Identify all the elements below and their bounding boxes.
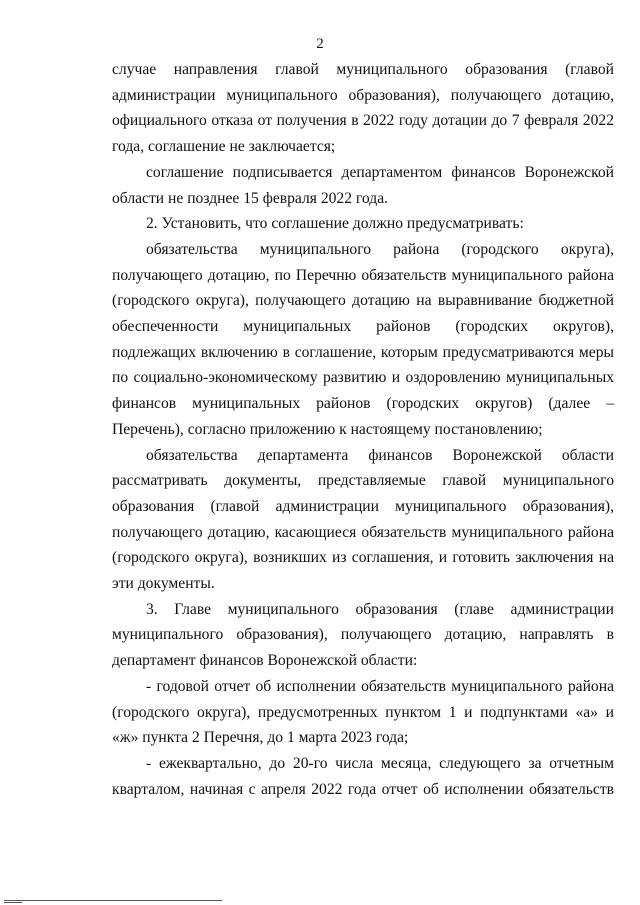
scan-edge-mark (4, 902, 22, 903)
paragraph-finance-department-obligations: обязательства департамента финансов Воронежской области рассматривать документы, представляемые главой муниципального образования (главой администрации муниципального образования), получающего дотацию, касающиеся обязательств муниципального района (городского округа), возникших из соглашения, и готовить заключения на эти документы. (112, 446, 614, 593)
paragraph-signing-deadline: соглашение подписывается департаментом финансов Воронежской области не позднее 15 февраля 2022 года. (112, 163, 614, 207)
scan-edge-line (4, 900, 222, 901)
list-item-quarterly-report: - ежеквартально, до 20-го числа месяца, следующего за отчетным кварталом, начиная с апреля 2022 года отчет об исполнении обязательств (112, 754, 614, 798)
paragraph-item-2-heading: 2. Установить, что соглашение должно предусматривать: (146, 215, 524, 233)
document-body (112, 57, 614, 802)
paragraph-item-3-reporting: 3. Главе муниципального образования (главе администрации муниципального образования), получающего дотацию, направлять в департамент финансов Воронежской области: (112, 600, 614, 670)
paragraph-refusal-case: случае направления главой муниципального образования (главой администрации муниципального образования), получающего дотацию, официального отказа от получения в 2022 году дотации до 7 февраля 2022 года, соглашение не заключается; (112, 61, 614, 156)
paragraph-district-obligations: обязательства муниципального района (городского округа), получающего дотацию, по Перечню обязательств муниципального района (городского округа), получающего дотацию на выравнивание бюджетной обеспеченности муниципальных районов (городских округов), подлежащих включению в соглашение, которым предусматриваются меры по социально-экономическому развитию и оздоровлению муниципальных финансов муниципальных районов (городских округов) (далее – Перечень), согласно приложению к настоящему постановлению; (112, 240, 614, 438)
list-item-annual-report: - годовой отчет об исполнении обязательств муниципального района (городского округа), предусмотренных пунктом 1 и подпунктами «а» и «ж» пункта 2 Перечня, до 1 марта 2023 года; (112, 677, 614, 747)
page-number: 2 (316, 36, 324, 52)
